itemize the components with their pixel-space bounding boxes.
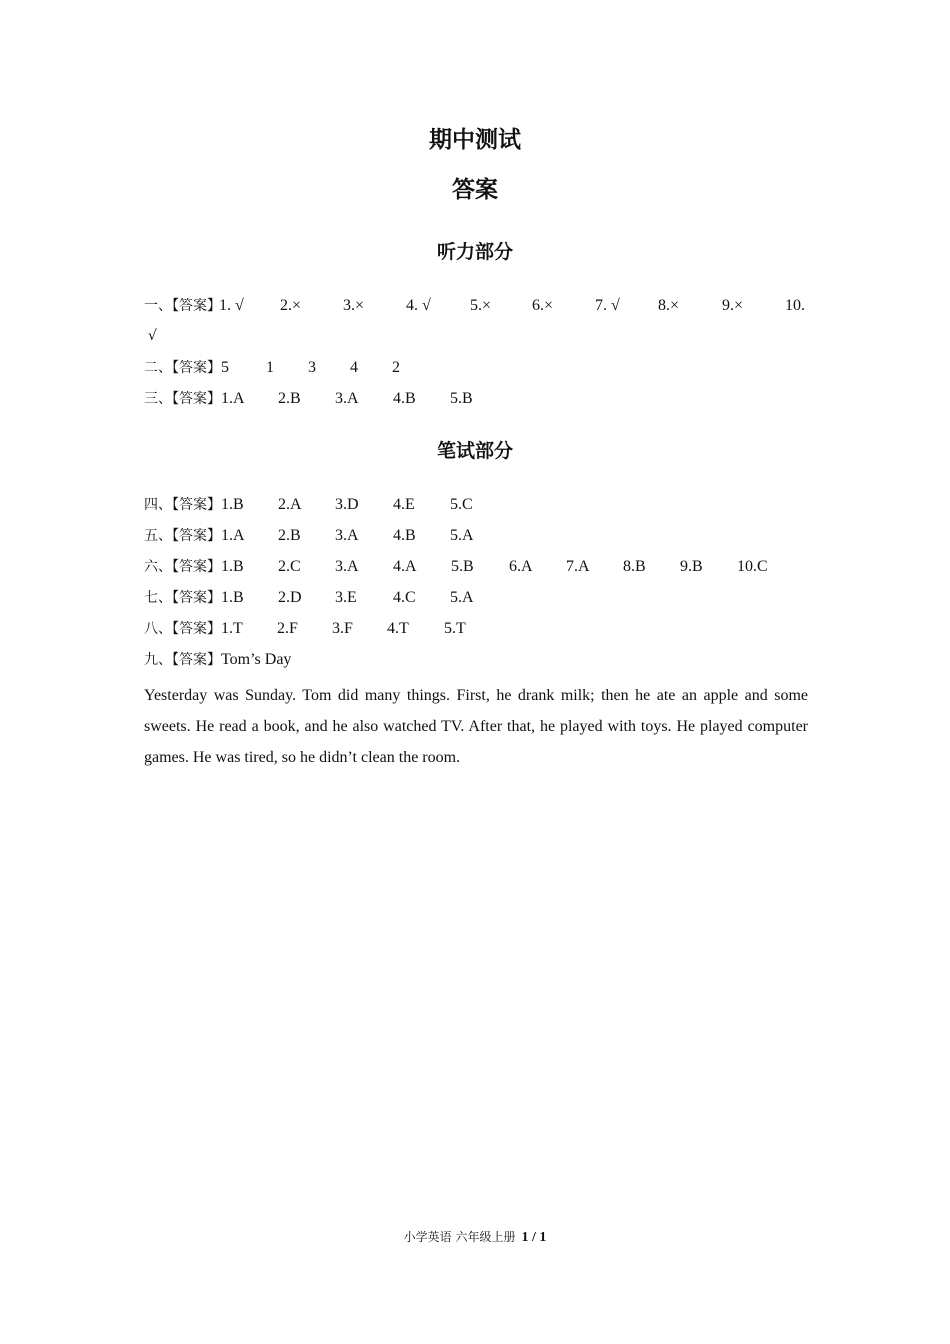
page-footer bbox=[0, 1228, 950, 1247]
answer-item: 4.A bbox=[393, 558, 417, 575]
answer-item: 1. √ bbox=[219, 297, 244, 314]
answer-line-1 bbox=[144, 294, 808, 317]
answer-list bbox=[221, 526, 490, 544]
answer-item: 3.A bbox=[335, 390, 359, 407]
answer-item: 10.C bbox=[737, 558, 768, 575]
answer-prefix: 五、【答案】 bbox=[144, 528, 221, 544]
answer-item: 4.B bbox=[393, 527, 416, 544]
answer-item: 2.C bbox=[278, 558, 301, 575]
answer-item: 2.D bbox=[278, 589, 302, 606]
answer-item: 8.B bbox=[623, 558, 646, 575]
answer-item: 6.A bbox=[509, 558, 533, 575]
answer-prefix: 三、【答案】 bbox=[144, 391, 221, 407]
answer-item: 5.T bbox=[444, 620, 466, 637]
answer-item: 6.× bbox=[532, 297, 554, 314]
answer-line-7 bbox=[144, 586, 808, 609]
answer-item: 7. √ bbox=[595, 297, 620, 314]
answer-item: 5.C bbox=[450, 496, 473, 513]
answer-item: 9.× bbox=[722, 297, 744, 314]
answer-line-3 bbox=[144, 387, 808, 410]
answer-item: 2.× bbox=[280, 297, 302, 314]
answer-item: 1.T bbox=[221, 620, 243, 637]
answer-item: 2.F bbox=[277, 620, 298, 637]
answer-prefix: 四、【答案】 bbox=[144, 497, 221, 513]
answer-line-4 bbox=[144, 493, 808, 516]
answer-prefix: 二、【答案】 bbox=[144, 360, 221, 376]
answer-line-5 bbox=[144, 524, 808, 547]
answer-prefix: 六、【答案】 bbox=[144, 559, 221, 575]
answer-list bbox=[221, 495, 490, 513]
answer-item: 5.A bbox=[450, 589, 474, 606]
footer-label: 小学英语 六年级上册 bbox=[403, 1230, 516, 1244]
answer-prefix: 一、【答案】 bbox=[144, 298, 221, 314]
answer-item: 4.T bbox=[387, 620, 409, 637]
essay-title: Tom’s Day bbox=[221, 651, 292, 668]
answer-item: 1.A bbox=[221, 527, 245, 544]
answer-item: 1.B bbox=[221, 589, 244, 606]
answer-item: 3.F bbox=[332, 620, 353, 637]
answer-item: 3.A bbox=[335, 527, 359, 544]
answer-line-1-tail: √ bbox=[148, 328, 157, 344]
answer-item: 5.× bbox=[470, 297, 492, 314]
answer-line-8 bbox=[144, 617, 808, 640]
answer-item: 10. bbox=[785, 297, 805, 314]
answer-list bbox=[221, 389, 490, 407]
answer-item: 5.A bbox=[450, 527, 474, 544]
answer-item: 1.B bbox=[221, 558, 244, 575]
answer-item: 2.B bbox=[278, 527, 301, 544]
answer-prefix: 七、【答案】 bbox=[144, 590, 221, 606]
answer-line-2 bbox=[144, 356, 808, 379]
answer-item: 4. √ bbox=[406, 297, 431, 314]
answer-prefix: 九、【答案】 bbox=[144, 652, 221, 668]
answer-item: 5 bbox=[221, 359, 229, 376]
essay-body: Yesterday was Sunday. Tom did many things. First, he drank milk; then he ate an apple and some sweets. He read a book, and he also watched TV. After that, he played with toys. He played computer games. He was tired, so he didn’t clean the room. bbox=[144, 687, 808, 766]
answer-item: 5.B bbox=[450, 390, 473, 407]
answer-item: 3.× bbox=[343, 297, 365, 314]
answer-list bbox=[221, 296, 825, 314]
answer-item: 4.E bbox=[393, 496, 415, 513]
answer-item: 1.B bbox=[221, 496, 244, 513]
answer-item: 4.C bbox=[393, 589, 416, 606]
answer-item: 5.B bbox=[451, 558, 474, 575]
listening-section-heading: 听力部分 bbox=[436, 241, 513, 263]
answer-list bbox=[221, 358, 412, 376]
page-title: 期中测试 bbox=[429, 127, 521, 153]
answer-item: 2.A bbox=[278, 496, 302, 513]
answer-item: 3.D bbox=[335, 496, 359, 513]
answer-list bbox=[221, 557, 777, 575]
answer-item: 2 bbox=[392, 359, 400, 376]
answer-item: 9.B bbox=[680, 558, 703, 575]
answer-item: 2.B bbox=[278, 390, 301, 407]
page-number: 1 / 1 bbox=[521, 1230, 547, 1245]
answer-item: 4.B bbox=[393, 390, 416, 407]
writing-section-heading: 笔试部分 bbox=[436, 440, 513, 462]
answer-item: 1 bbox=[266, 359, 274, 376]
answer-item: 3.A bbox=[335, 558, 359, 575]
answer-item: 7.A bbox=[566, 558, 590, 575]
answer-item: 4 bbox=[350, 359, 358, 376]
answer-prefix: 八、【答案】 bbox=[144, 621, 221, 637]
page-subtitle: 答案 bbox=[452, 177, 498, 203]
answer-list bbox=[221, 588, 490, 606]
answer-item: 3 bbox=[308, 359, 316, 376]
answer-item: 1.A bbox=[221, 390, 245, 407]
answer-item: 8.× bbox=[658, 297, 680, 314]
answer-line-9 bbox=[144, 648, 808, 671]
answer-list bbox=[221, 619, 484, 637]
answer-line-6 bbox=[144, 555, 808, 578]
answer-item: 3.E bbox=[335, 589, 357, 606]
